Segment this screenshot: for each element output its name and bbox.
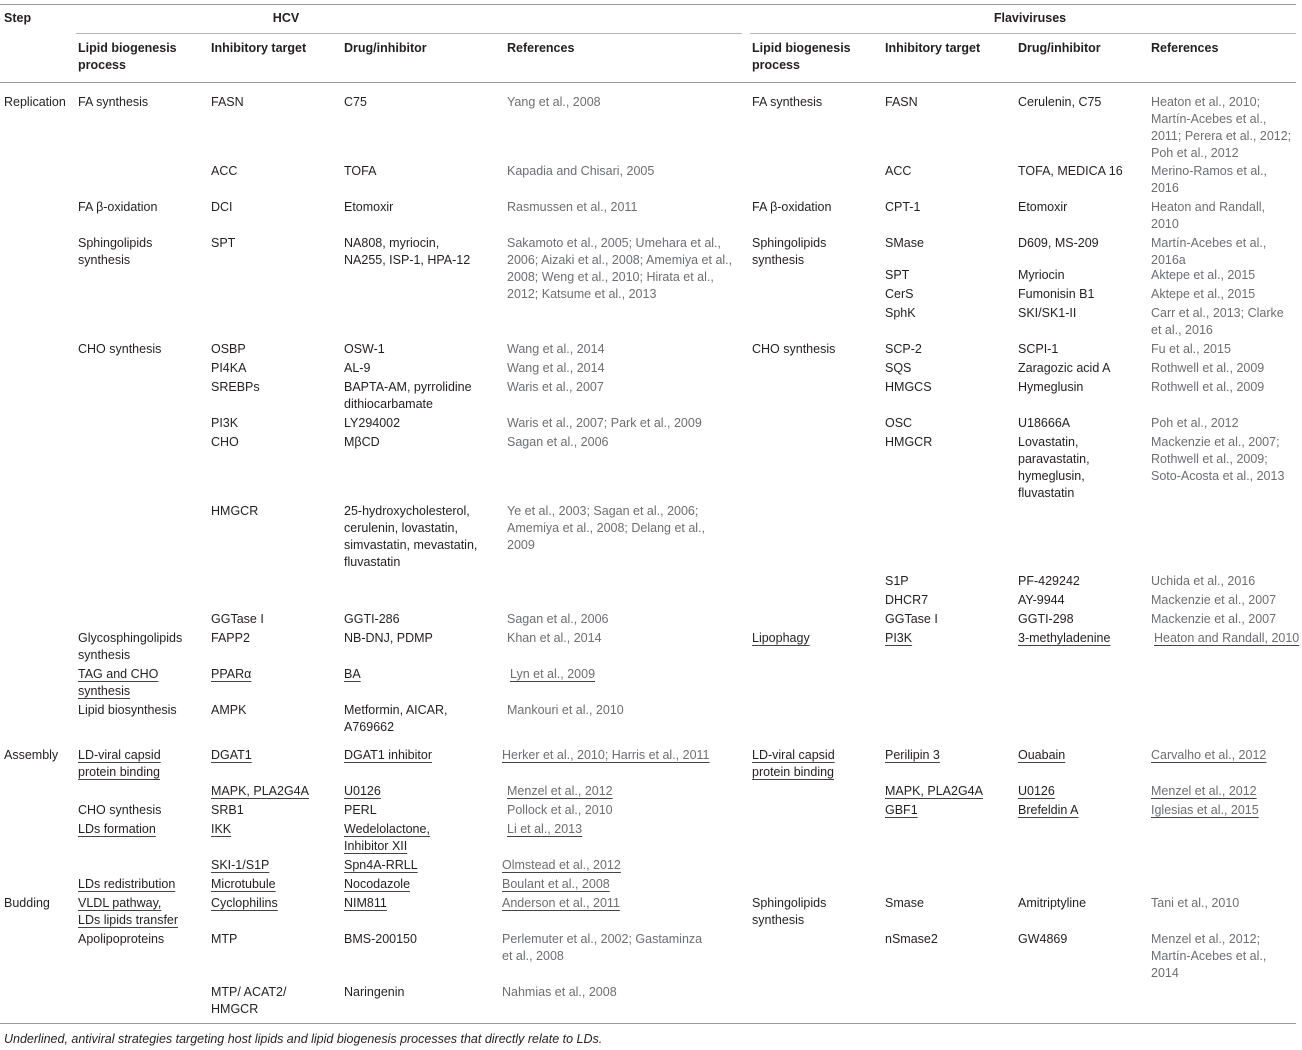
- table-cell: NA808, myriocin, NA255, ISP-1, HPA-12: [344, 236, 471, 267]
- reference-cell: Merino-Ramos et al., 2016: [1151, 164, 1268, 195]
- reference-cell: Yang et al., 2008: [507, 95, 601, 109]
- top-rule: [0, 4, 1296, 5]
- col-header-drug: Drug/inhibitor: [344, 41, 427, 55]
- table-cell: Etomoxir: [1018, 200, 1068, 214]
- table-cell: nSmase2: [885, 932, 938, 946]
- table-cell: Apolipoproteins: [78, 932, 165, 946]
- table-cell: 25-hydroxycholesterol, cerulenin, lovastatin, simvastatin, mevastatin, fluvastatin: [344, 504, 478, 569]
- reference-cell: Carvalho et al., 2012: [1151, 748, 1267, 762]
- table-cell: Perilipin 3: [885, 748, 940, 762]
- table-cell: AMPK: [211, 703, 247, 717]
- table-cell: CHO synthesis: [78, 342, 162, 356]
- table-cell: GGTI-298: [1018, 612, 1074, 626]
- table-cell: DCI: [211, 200, 233, 214]
- table-cell: OSW-1: [344, 342, 385, 356]
- table-cell: Cyclophilins: [211, 896, 278, 910]
- table-cell: Lipid biosynthesis: [78, 703, 177, 717]
- reference-cell: Poh et al., 2012: [1151, 416, 1239, 430]
- table-cell: HMGCR: [885, 435, 933, 449]
- reference-cell: Khan et al., 2014: [507, 631, 602, 645]
- table-cell: U0126: [1018, 784, 1055, 798]
- reference-cell: Menzel et al., 2012: [1151, 784, 1257, 798]
- table-cell: Fumonisin B1: [1018, 287, 1095, 301]
- reference-cell: Perlemuter et al., 2002; Gastaminza et al., 2008: [502, 932, 703, 963]
- table-cell: SQS: [885, 361, 912, 375]
- table-cell: PERL: [344, 803, 377, 817]
- table-cell: LY294002: [344, 416, 401, 430]
- table-cell: GGTase I: [885, 612, 938, 626]
- table-cell: LDs redistribution: [78, 877, 176, 891]
- table-cell: PI3K: [211, 416, 239, 430]
- table-cell: Sphingolipids synthesis: [752, 236, 827, 267]
- table-cell: AL-9: [344, 361, 371, 375]
- table-cell: Zaragozic acid A: [1018, 361, 1111, 375]
- table-cell: CHO: [211, 435, 239, 449]
- reference-cell: Aktepe et al., 2015: [1151, 268, 1256, 282]
- table-cell: SphK: [885, 306, 916, 320]
- footnote: Underlined, antiviral strategies targeting host lipids and lipid biogenesis processes that directly relate to LDs.: [4, 1032, 603, 1046]
- reference-cell: Sagan et al., 2006: [507, 612, 609, 626]
- table-cell: Nocodazole: [344, 877, 411, 891]
- table-cell: FAPP2: [211, 631, 250, 645]
- table-cell: SKI/SK1-II: [1018, 306, 1077, 320]
- table-cell: CHO synthesis: [752, 342, 836, 356]
- table-cell: U18666A: [1018, 416, 1071, 430]
- reference-cell: Li et al., 2013: [507, 822, 583, 836]
- reference-cell: Heaton and Randall, 2010: [1154, 631, 1300, 645]
- reference-cell: Sagan et al., 2006: [507, 435, 609, 449]
- table-cell: FASN: [211, 95, 244, 109]
- table-cell: Sphingolipids synthesis: [78, 236, 153, 267]
- table-cell: DHCR7: [885, 593, 929, 607]
- reference-cell: Iglesias et al., 2015: [1151, 803, 1259, 817]
- reference-cell: Mackenzie et al., 2007; Rothwell et al., 2009; Soto-Acosta et al., 2013: [1151, 435, 1285, 483]
- table-cell: D609, MS-209: [1018, 236, 1099, 250]
- table-cell: DGAT1 inhibitor: [344, 748, 432, 762]
- reference-cell: Pollock et al., 2010: [507, 803, 613, 817]
- table-cell: Microtubule: [211, 877, 276, 891]
- table-cell: U0126: [344, 784, 381, 798]
- reference-cell: Mackenzie et al., 2007: [1151, 593, 1277, 607]
- header-bottom-rule: [0, 82, 1296, 83]
- reference-cell: Rothwell et al., 2009: [1151, 361, 1265, 375]
- reference-cell: Olmstead et al., 2012: [502, 858, 621, 872]
- col-header-lipid-process: Lipid biogenesis process: [78, 41, 177, 72]
- reference-cell: Rothwell et al., 2009: [1151, 380, 1265, 394]
- table-cell: Replication: [4, 95, 66, 109]
- table-cell: PI3K: [885, 631, 913, 645]
- table-cell: Naringenin: [344, 985, 405, 999]
- table-cell: SCP-2: [885, 342, 922, 356]
- table-cell: MTP/ ACAT2/ HMGCR: [211, 985, 287, 1016]
- table-cell: SRB1: [211, 803, 244, 817]
- header-hcv: HCV: [272, 11, 300, 25]
- col-header-lipid-process-flavi: Lipid biogenesis process: [752, 41, 851, 72]
- reference-cell: Ye et al., 2003; Sagan et al., 2006; Amemiya et al., 2008; Delang et al., 2009: [507, 504, 706, 552]
- table-cell: SREBPs: [211, 380, 260, 394]
- table-cell: IKK: [211, 822, 232, 836]
- table-cell: FA synthesis: [752, 95, 823, 109]
- table-cell: Cerulenin, C75: [1018, 95, 1102, 109]
- table-cell: CHO synthesis: [78, 803, 162, 817]
- col-header-references: References: [507, 41, 575, 55]
- table-cell: LDs formation: [78, 822, 156, 836]
- table-cell: Amitriptyline: [1018, 896, 1087, 910]
- reference-cell: Sakamoto et al., 2005; Umehara et al., 2006; Aizaki et al., 2008; Amemiya et al., 2008; Weng et al., 2010; Hirata et al., 2012; Katsume et al., 2013: [507, 236, 733, 301]
- col-header-target: Inhibitory target: [211, 41, 307, 55]
- table-cell: OSBP: [211, 342, 246, 356]
- table-cell: Sphingolipids synthesis: [752, 896, 827, 927]
- hcv-header-rule: [76, 33, 742, 34]
- table-cell: VLDL pathway, LDs lipids transfer: [78, 896, 179, 927]
- bottom-rule: [0, 1023, 1296, 1024]
- table-cell: Glycosphingolipids synthesis: [78, 631, 183, 662]
- table-cell: OSC: [885, 416, 913, 430]
- reference-cell: Wang et al., 2014: [507, 342, 605, 356]
- table-cell: Brefeldin A: [1018, 803, 1079, 817]
- flavi-header-rule: [750, 33, 1296, 34]
- reference-cell: Menzel et al., 2012; Martín-Acebes et al., 2014: [1151, 932, 1267, 980]
- table-cell: SKI-1/S1P: [211, 858, 270, 872]
- table-cell: Metformin, AICAR, A769662: [344, 703, 448, 734]
- reference-cell: Kapadia and Chisari, 2005: [507, 164, 655, 178]
- table-cell: BAPTA-AM, pyrrolidine dithiocarbamate: [344, 380, 472, 411]
- table-cell: Myriocin: [1018, 268, 1065, 282]
- table-cell: C75: [344, 95, 367, 109]
- table-cell: FASN: [885, 95, 918, 109]
- table-cell: DGAT1: [211, 748, 252, 762]
- table-cell: GW4869: [1018, 932, 1068, 946]
- table-cell: LD-viral capsid protein binding: [78, 748, 161, 779]
- table-cell: Assembly: [4, 748, 59, 762]
- table-cell: SCPI-1: [1018, 342, 1059, 356]
- table-cell: MAPK, PLA2G4A: [885, 784, 983, 798]
- table-cell: BA: [344, 667, 361, 681]
- table-cell: HMGCR: [211, 504, 259, 518]
- reference-cell: Aktepe et al., 2015: [1151, 287, 1256, 301]
- table-cell: HMGCS: [885, 380, 932, 394]
- table-cell: NIM811: [344, 896, 387, 910]
- reference-cell: Heaton and Randall, 2010: [1151, 200, 1265, 231]
- table-cell: Spn4A-RRLL: [344, 858, 418, 872]
- reference-cell: Carr et al., 2013; Clarke et al., 2016: [1151, 306, 1284, 337]
- table-cell: SMase: [885, 236, 924, 250]
- reference-cell: Waris et al., 2007; Park et al., 2009: [507, 416, 702, 430]
- col-header-references-flavi: References: [1151, 41, 1219, 55]
- reference-cell: Boulant et al., 2008: [502, 877, 610, 891]
- table-cell: SPT: [885, 268, 910, 282]
- table-cell: Smase: [885, 896, 924, 910]
- table-cell: TOFA: [344, 164, 377, 178]
- reference-cell: Mankouri et al., 2010: [507, 703, 624, 717]
- table-cell: TOFA, MEDICA 16: [1018, 164, 1123, 178]
- table-cell: Etomoxir: [344, 200, 394, 214]
- table-cell: GGTase I: [211, 612, 264, 626]
- table-cell: ACC: [211, 164, 238, 178]
- table-cell: PPARα: [211, 667, 252, 681]
- table-cell: ACC: [885, 164, 912, 178]
- table-cell: MTP: [211, 932, 238, 946]
- reference-cell: Fu et al., 2015: [1151, 342, 1231, 356]
- table-cell: SPT: [211, 236, 236, 250]
- reference-cell: Lyn et al., 2009: [510, 667, 596, 681]
- header-flaviviruses: Flaviviruses: [993, 11, 1067, 25]
- table-cell: Lovastatin, paravastatin, hymeglusin, fluvastatin: [1018, 435, 1090, 500]
- table-cell: MAPK, PLA2G4A: [211, 784, 309, 798]
- col-header-drug-flavi: Drug/inhibitor: [1018, 41, 1101, 55]
- reference-cell: Tani et al., 2010: [1151, 896, 1240, 910]
- table-cell: CerS: [885, 287, 914, 301]
- reference-cell: Anderson et al., 2011: [502, 896, 620, 910]
- reference-cell: Menzel et al., 2012: [507, 784, 613, 798]
- table-cell: Ouabain: [1018, 748, 1066, 762]
- reference-cell: Nahmias et al., 2008: [502, 985, 617, 999]
- reference-cell: Mackenzie et al., 2007: [1151, 612, 1277, 626]
- reference-cell: Wang et al., 2014: [507, 361, 605, 375]
- table-cell: GGTI-286: [344, 612, 400, 626]
- reference-cell: Heaton et al., 2010; Martín-Acebes et al., 2011; Perera et al., 2012; Poh et al., 2012: [1151, 95, 1292, 160]
- table-cell: FA synthesis: [78, 95, 149, 109]
- table-cell: GBF1: [885, 803, 918, 817]
- table-cell: Hymeglusin: [1018, 380, 1084, 394]
- table-cell: S1P: [885, 574, 909, 588]
- table-cell: CPT-1: [885, 200, 921, 214]
- table-cell: Budding: [4, 896, 50, 910]
- col-header-target-flavi: Inhibitory target: [885, 41, 981, 55]
- table-cell: LD-viral capsid protein binding: [752, 748, 835, 779]
- table-cell: FA β-oxidation: [78, 200, 158, 214]
- reference-cell: Rasmussen et al., 2011: [507, 200, 638, 214]
- reference-cell: Herker et al., 2010; Harris et al., 2011: [502, 748, 710, 762]
- reference-cell: Martín-Acebes et al., 2016a: [1151, 236, 1267, 267]
- table-cell: FA β-oxidation: [752, 200, 832, 214]
- table-cell: PF-429242: [1018, 574, 1080, 588]
- table-cell: NB-DNJ, PDMP: [344, 631, 433, 645]
- table-cell: AY-9944: [1018, 593, 1065, 607]
- reference-cell: Waris et al., 2007: [507, 380, 604, 394]
- table-cell: Wedelolactone, Inhibitor XII: [344, 822, 430, 853]
- table-cell: 3-methyladenine: [1018, 631, 1111, 645]
- table-cell: BMS-200150: [344, 932, 417, 946]
- header-step: Step: [4, 11, 32, 25]
- table-cell: Lipophagy: [752, 631, 810, 645]
- reference-cell: Uchida et al., 2016: [1151, 574, 1256, 588]
- table-cell: TAG and CHO synthesis: [78, 667, 159, 698]
- table-cell: PI4KA: [211, 361, 247, 375]
- table-cell: MβCD: [344, 435, 380, 449]
